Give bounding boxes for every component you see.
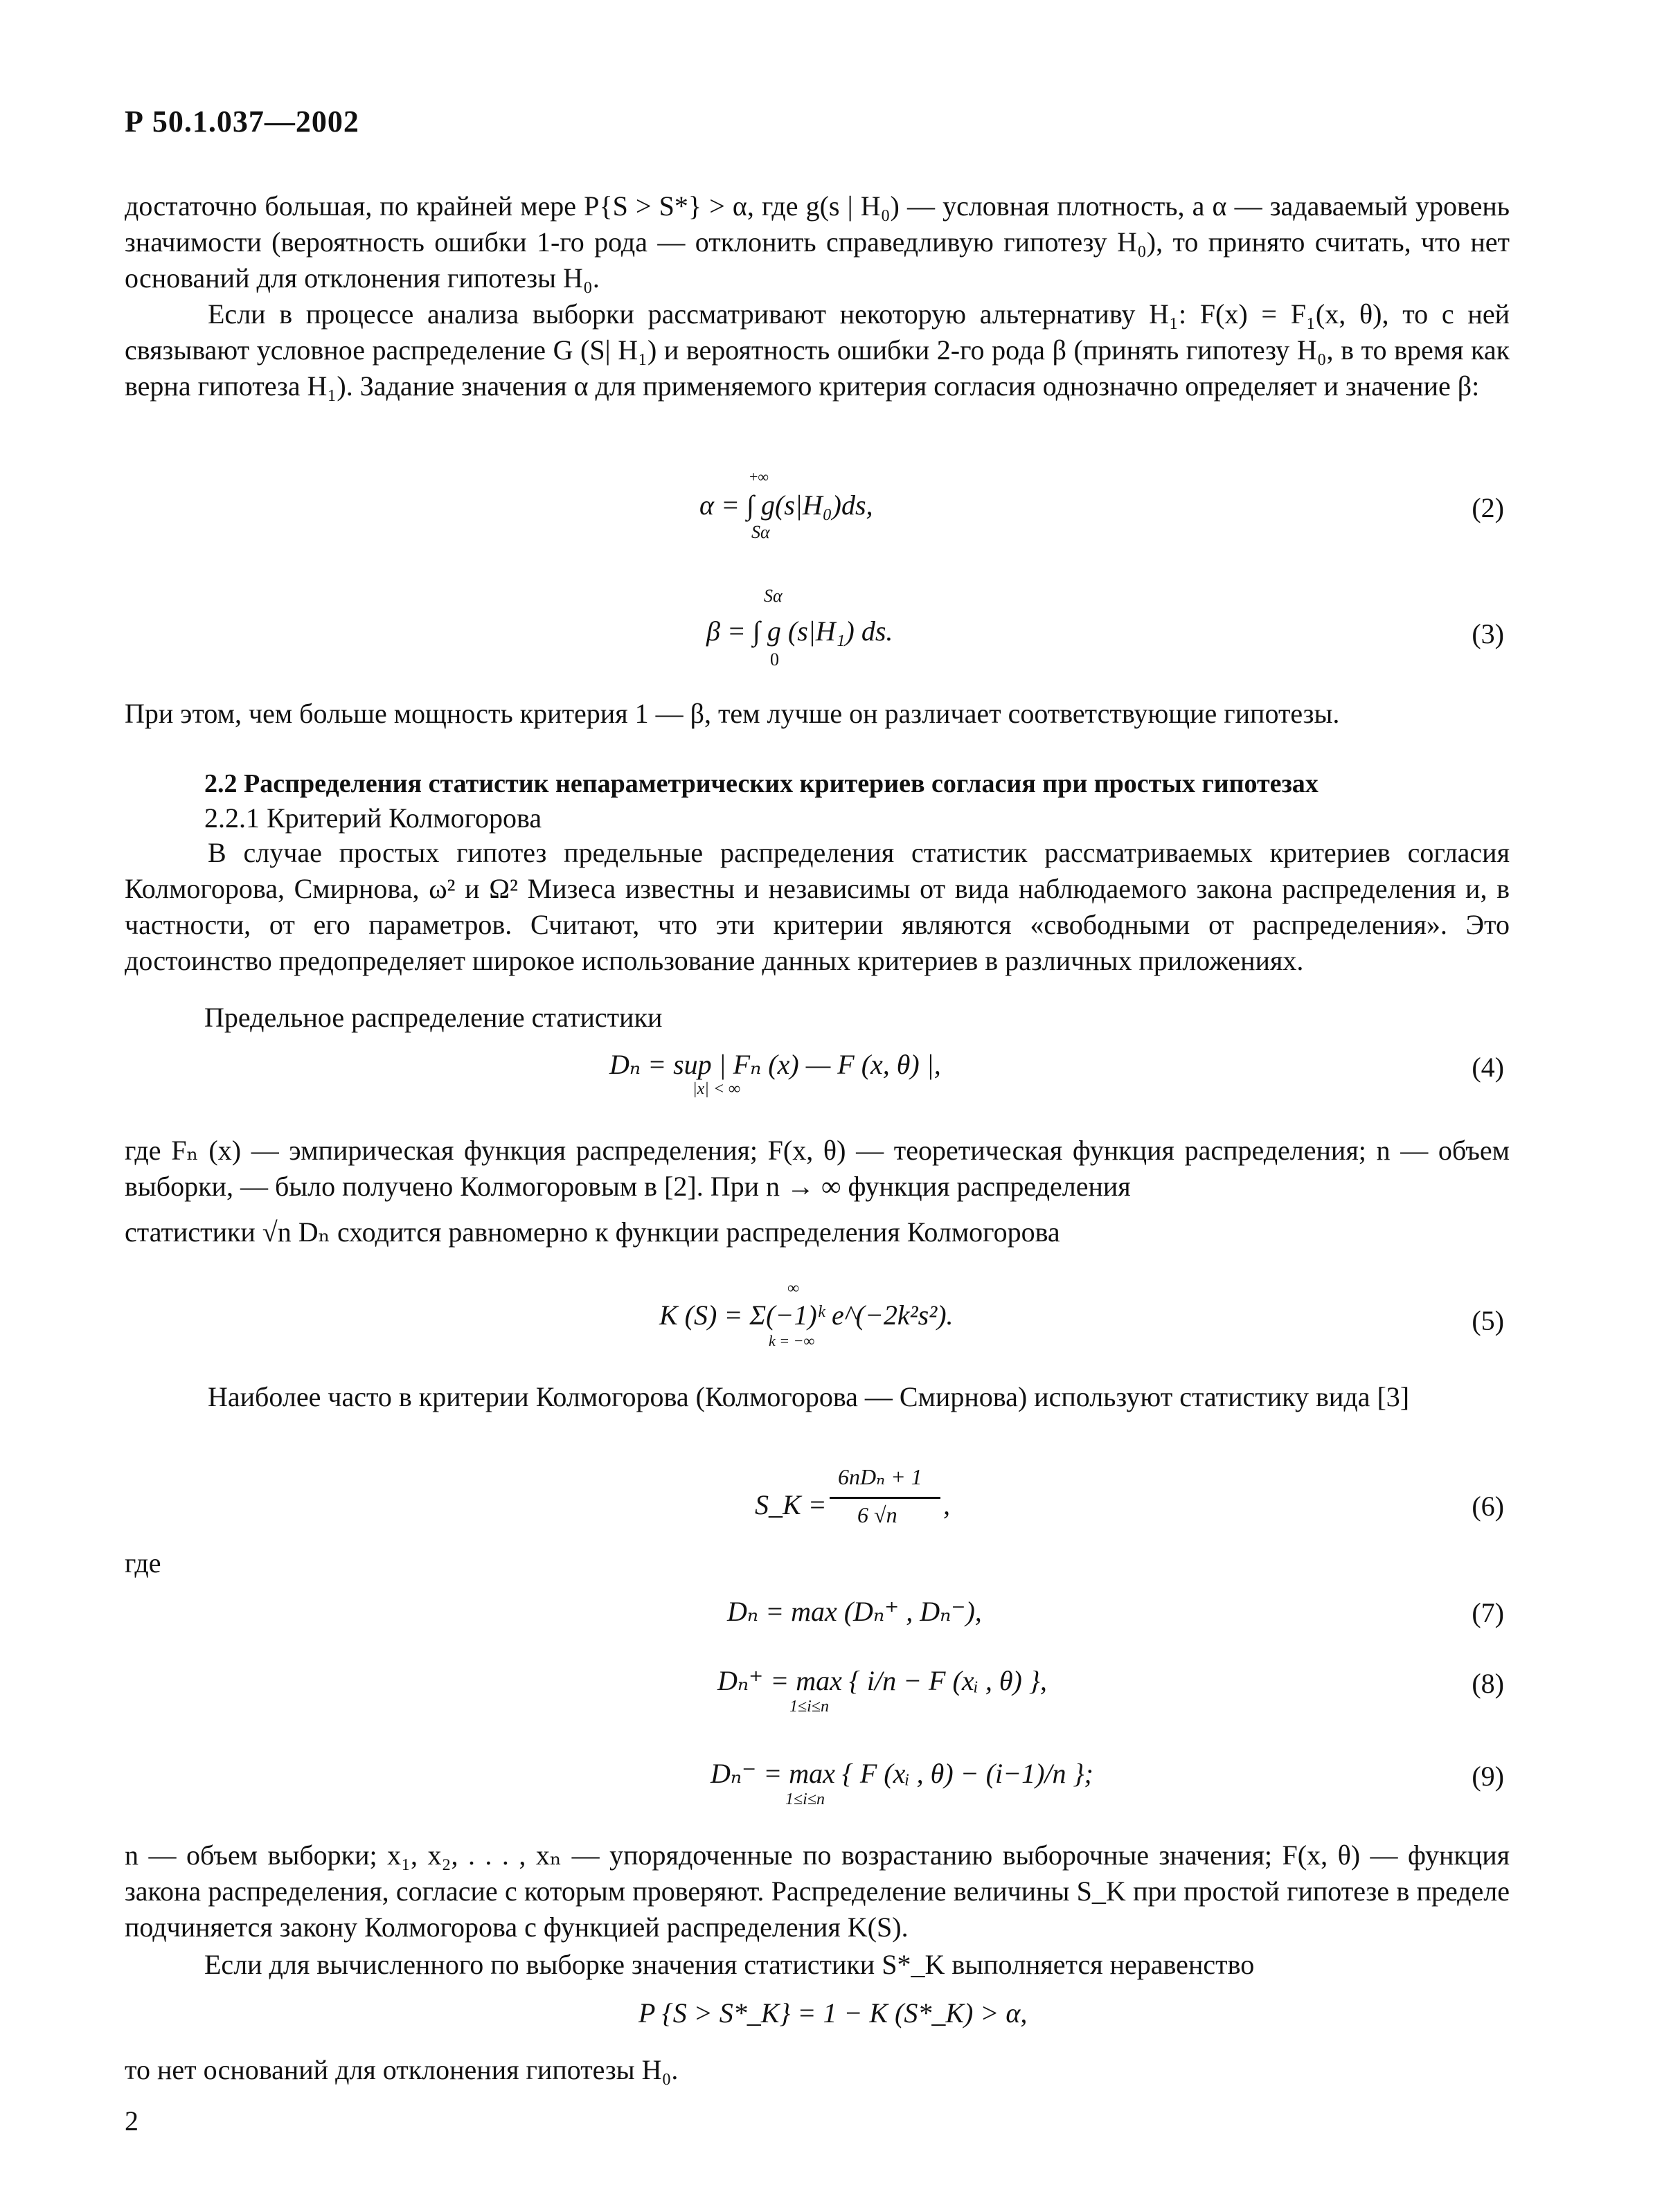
paragraph-2: Если в процессе анализа выборки рассматривают некоторую альтернативу H₁: F(x) = F₁(x, θ), то с ней связывают условное распределение G (S| H₁) и вероятность ошибки 2-го рода β (принять гипотезу H₀, в то время как верна гипотеза H₁). Задание значения α для применяемого критерия согласия однозначно определяет и значение β:: [125, 298, 1510, 402]
formula-5: K (S) = Σ(−1)ᵏ e^(−2k²s²).: [659, 1300, 954, 1331]
equation-number-2: (2): [1472, 492, 1504, 523]
equation-number-5: (5): [1472, 1305, 1504, 1336]
formula-5-lower-limit: k = −∞: [769, 1332, 815, 1349]
paragraph-6: где Fₙ (x) — эмпирическая функция распределения; F(x, θ) — теоретическая функция распределения; n — объем выборки, — было получено Колмогоровым в [2]. При n → ∞ функция распределения: [125, 1135, 1510, 1202]
formula-8: Dₙ⁺ = max { i/n − F (xᵢ , θ) },: [717, 1665, 1047, 1696]
formula-6-denominator: 6 √n: [857, 1502, 897, 1527]
formula-3-lower-limit: 0: [770, 649, 779, 669]
paragraph-9: n — объем выборки; x₁, x₂, . . . , xₙ — упорядоченные по возрастанию выборочные значения; F(x, θ) — функция закона распределения, согласие с которым проверяют. Распределение величины S_K при простой гипотезе в пределе подчиняется закону Колмогорова с функцией распределения K(S).: [125, 1840, 1510, 1943]
equation-number-7: (7): [1472, 1597, 1504, 1628]
formula-4-lower-limit: |x| < ∞: [692, 1080, 741, 1098]
formula-3: β = ∫ g (s|H₁) ds.: [706, 615, 893, 647]
paragraph-1: достаточно большая, по крайней мере P{S > S*} > α, где g(s | H₀) — условная плотность, а α — задаваемый уровень значимости (вероятность ошибки 1-го рода — отклонить справедливую гипотезу H₀), то принято считать, что нет оснований для отклонения гипотезы H₀.: [125, 190, 1510, 294]
formula-5-upper-limit: ∞: [787, 1279, 800, 1297]
paragraph-11: то нет оснований для отклонения гипотезы H₀.: [125, 2054, 679, 2085]
formula-6-numerator: 6nDₙ + 1: [838, 1464, 922, 1489]
document-code: Р 50.1.037—2002: [125, 105, 359, 138]
paragraph-3: При этом, чем больше мощность критерия 1 — β, тем лучше он различает соответствующие гипотезы.: [125, 698, 1340, 729]
formula-7: Dₙ = max (Dₙ⁺ , Dₙ⁻),: [727, 1596, 982, 1627]
formula-2: α = ∫ g(s|H₀)ds,: [699, 489, 873, 521]
equation-number-6: (6): [1472, 1491, 1504, 1522]
formula-6-fraction-bar: [830, 1497, 940, 1499]
equation-number-8: (8): [1472, 1668, 1504, 1699]
subsection-heading: 2.2.1 Критерий Колмогорова: [204, 802, 542, 834]
page-number: 2: [125, 2105, 138, 2137]
formula-6-tail: ,: [943, 1489, 950, 1520]
equation-number-4: (4): [1472, 1052, 1504, 1083]
equation-number-9: (9): [1472, 1761, 1504, 1792]
formula-10: P {S > S*_K} = 1 − K (S*_K) > α,: [638, 1997, 1028, 2029]
formula-2-upper-limit: +∞: [749, 468, 769, 485]
formula-9: Dₙ⁻ = max { F (xᵢ , θ) − (i−1)/n };: [711, 1758, 1093, 1789]
equation-number-3: (3): [1472, 618, 1504, 649]
formula-8-lower-limit: 1≤i≤n: [789, 1698, 830, 1716]
formula-6-left: S_K =: [755, 1489, 827, 1520]
paragraph-6b: статистики √n Dₙ сходится равномерно к функции распределения Колмогорова: [125, 1216, 1060, 1248]
formula-2-lower-limit: Sα: [751, 522, 770, 542]
paragraph-5: Предельное распределение статистики: [204, 1002, 663, 1033]
paragraph-8: где: [125, 1547, 161, 1579]
paragraph-4: В случае простых гипотез предельные распределения статистик рассматриваемых критериев согласия Колмогорова, Смирнова, ω² и Ω² Мизеса известны и независимы от вида наблюдаемого закона распределения и, в частности, от его параметров. Считают, что эти критерии являются «свободными от распределения». Это достоинство предопределяет широкое использование данных критериев в различных приложениях.: [125, 837, 1510, 976]
section-heading: 2.2 Распределения статистик непараметрических критериев согласия при простых гипотезах: [204, 769, 1319, 798]
formula-3-upper-limit: Sα: [764, 586, 783, 606]
paragraph-7: Наиболее часто в критерии Колмогорова (Колмогорова — Смирнова) используют статистику вида [3]: [208, 1381, 1410, 1412]
formula-9-lower-limit: 1≤i≤n: [785, 1790, 825, 1808]
paragraph-10: Если для вычисленного по выборке значения статистики S*_K выполняется неравенство: [204, 1949, 1255, 1980]
formula-4: Dₙ = sup | Fₙ (x) — F (x, θ) |,: [609, 1049, 941, 1080]
